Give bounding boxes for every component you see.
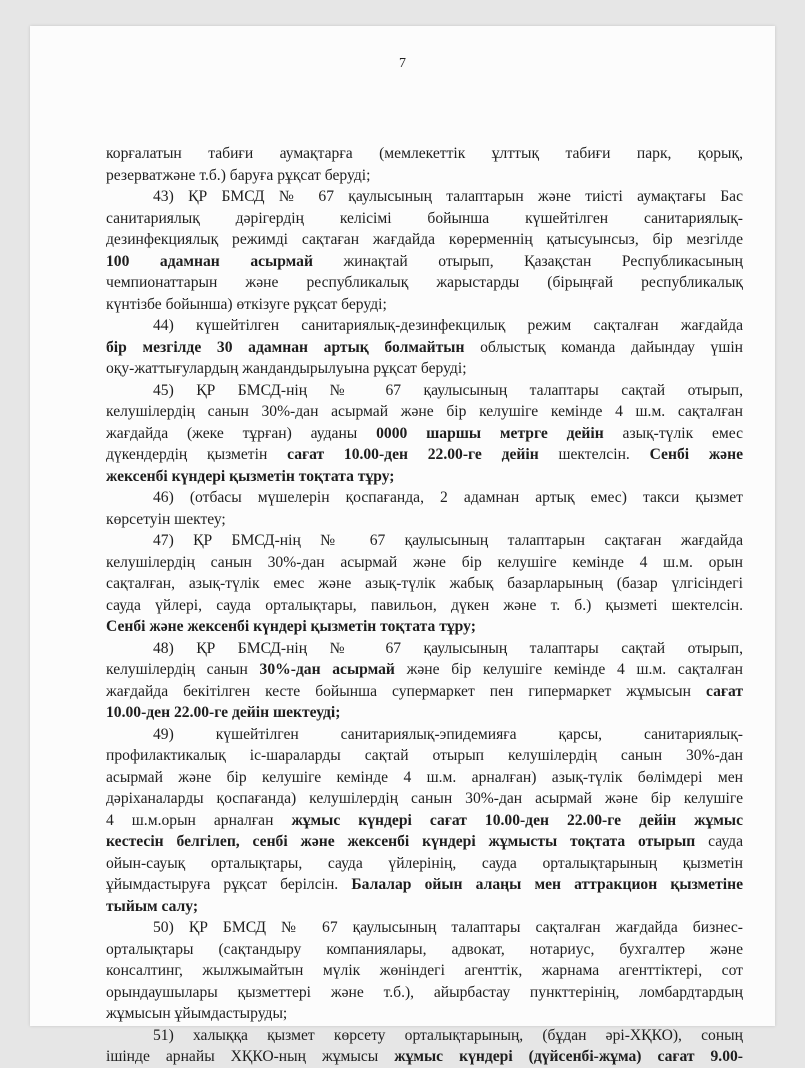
- text-line: [106, 530, 743, 552]
- bold-text: бір мезгілде 30 адамнан артық болмайтын: [106, 338, 465, 356]
- text-run: дезинфекциялық режимді сақтаған жағдайда көрерменнің қатысуынсыз, бір мезгілде: [106, 231, 743, 248]
- text-run: консалтинг, жылжымайтын мүлік жөніндегі агенттік, жарнама агенттіктері, сот: [106, 962, 743, 979]
- text-run: оқу-жаттығулардың жандандырылуына рұқсат беруді;: [106, 360, 467, 377]
- bold-text: жұмыс күндері (дүйсенбі-жұма) сағат 9.00-: [394, 1048, 743, 1065]
- bold-text: жексенбі күндері қызметін тоқтата тұру;: [106, 467, 395, 485]
- text-line: [106, 810, 743, 832]
- text-run: облыстық команда дайындау үшін: [464, 338, 744, 356]
- text-run: 46) (отбасы мүшелерін қоспағанда, 2 адамнан артық емес) такси қызмет: [153, 489, 743, 506]
- bold-text: жұмыс күндері сағат 10.00-ден 22.00-ге дейін жұмыс: [291, 811, 743, 829]
- text-run: келушілердің санын 30%-дан асырмай және бір келушіге кемінде 4 ш.м. орын: [106, 553, 743, 571]
- text-line: [106, 380, 743, 402]
- text-run: 50) ҚР БМСД № 67 қаулысының талаптары сақталған жағдайда бизнес-: [153, 919, 743, 936]
- text-line: [106, 1046, 743, 1068]
- text-run: келушілердің санын: [106, 661, 260, 678]
- text-run: 45) ҚР БМСД-нің № 67 қаулысының талаптары сақтай отырып,: [153, 381, 743, 399]
- text-line: [106, 939, 743, 961]
- bold-text: 10.00-ден 22.00-ге дейін шектеуді;: [106, 704, 341, 721]
- text-line: [106, 638, 743, 660]
- text-run: көрсетуін шектеу;: [106, 510, 226, 528]
- text-run: чемпионаттарын және республикалық жарыстарды (бірыңғай республикалық: [106, 274, 743, 291]
- bold-text: сағат 10.00-ден 22.00-ге дейін: [287, 446, 539, 463]
- text-line: [106, 401, 743, 423]
- text-run: корғалатын табиғи аумақтарға (мемлекеттік ұлттық табиғи парк, қорық,: [106, 145, 743, 162]
- text-line: [106, 896, 743, 918]
- text-line: [106, 487, 743, 509]
- bold-text: сағат: [705, 682, 743, 700]
- text-run: 47) ҚР БМСД-нің № 67 қаулысының талаптарын сақтаған жағдайда: [153, 532, 743, 549]
- text-line: [106, 208, 743, 230]
- text-line: [106, 444, 743, 466]
- text-run: орталықтары (сақтандыру компаниялары, адвокат, нотариус, бухгалтер және: [106, 940, 743, 958]
- text-line: [106, 616, 743, 638]
- text-run: сауда: [695, 833, 743, 850]
- bold-text: Балалар ойын алаңы мен аттракцион қызметіне: [351, 876, 743, 893]
- text-line: [106, 143, 743, 165]
- text-run: және бір келушіге кемінде 4 ш.м. сақталған: [394, 661, 743, 678]
- text-line: [106, 315, 743, 337]
- text-line: [106, 165, 743, 187]
- text-line: [106, 1003, 743, 1025]
- bold-text: Сенбі және жексенбі күндері қызметін тоқтата тұру;: [106, 618, 476, 635]
- text-run: жинақтай отырып, Қазақстан Республикасының: [312, 252, 743, 270]
- document-body: [106, 143, 743, 1068]
- document-page: [30, 26, 775, 1065]
- text-run: жұмысын ұйымдастыруды;: [106, 1005, 288, 1022]
- text-run: санитариялық дәрігердің келісімі бойынша күшейтілген санитариялық-: [106, 209, 743, 227]
- bold-text: 0000 шаршы метрге дейін: [376, 424, 604, 442]
- text-line: [106, 573, 743, 595]
- text-run: дәріханаларды қоспағанда) келушілердің санын 30%-дан асырмай және бір келушіге: [106, 790, 743, 807]
- text-run: күнтізбе бойынша) өткізуге рұқсат беруді;: [106, 295, 387, 313]
- text-line: [106, 294, 743, 316]
- text-line: [106, 681, 743, 703]
- text-line: [106, 724, 743, 746]
- text-line: [106, 423, 743, 445]
- text-line: [106, 659, 743, 681]
- text-line: [106, 1025, 743, 1047]
- text-line: [106, 767, 743, 789]
- text-line: [106, 831, 743, 853]
- bold-text: 100 адамнан асырмай: [106, 252, 313, 270]
- text-line: [106, 960, 743, 982]
- text-run: 44) күшейтілген санитариялық-дезинфекцилық режим сақталған жағдайда: [153, 317, 743, 334]
- text-line: [106, 509, 743, 531]
- text-run: 43) ҚР БМСД № 67 қаулысының талаптарын және тиісті аумақтағы Бас: [153, 188, 743, 205]
- text-line: [106, 186, 743, 208]
- bold-text: 30%-дан асырмай: [259, 661, 395, 678]
- text-run: 4 ш.м.орын арналған: [106, 811, 292, 829]
- text-line: [106, 466, 743, 488]
- text-run: жағдайда бекітілген кесте бойынша супермаркет пен гипермаркет жұмысын: [106, 682, 706, 700]
- text-run: 49) күшейтілген санитариялық-эпидемияға қарсы, санитариялық-: [153, 725, 743, 743]
- text-line: [106, 552, 743, 574]
- text-run: резерватжәне т.б.) баруға рұқсат беруді;: [106, 166, 371, 184]
- text-run: келушілердің санын 30%-дан асырмай және бір келушіге кемінде 4 ш.м. сақталған: [106, 403, 743, 420]
- text-line: [106, 745, 743, 767]
- text-line: [106, 251, 743, 273]
- bold-text: кестесін белгілеп, сенбі және жексенбі күндері жұмысты тоқтата отырып: [106, 833, 696, 850]
- page-number: 7: [399, 56, 406, 71]
- text-run: профилактикалық іс-шараларды сақтай отырып келушілердің санын 30%-дан: [106, 747, 743, 764]
- text-line: [106, 874, 743, 896]
- text-run: сауда үйлері, сауда орталықтары, павильон, дүкен және т. б.) қызметі шектелсін.: [106, 596, 743, 614]
- text-run: асырмай және бір келушіге кемінде 4 ш.м. арналған) азық-түлік бөлімдері мен: [106, 768, 743, 786]
- text-run: азық-түлік емес: [603, 424, 743, 442]
- text-run: дүкендердің қызметін: [106, 446, 288, 463]
- text-line: [106, 272, 743, 294]
- text-line: [106, 229, 743, 251]
- text-line: [106, 358, 743, 380]
- text-line: [106, 853, 743, 875]
- bold-text: Сенбі және: [649, 446, 743, 463]
- text-line: [106, 337, 743, 359]
- text-run: ішінде арнайы ХҚКО-ның жұмысы: [106, 1048, 395, 1065]
- bold-text: тыйым салу;: [106, 897, 199, 915]
- text-run: 48) ҚР БМСД-нің № 67 қаулысының талаптары сақтай отырып,: [153, 639, 743, 657]
- text-line: [106, 982, 743, 1004]
- text-line: [106, 917, 743, 939]
- text-run: шектелсін.: [538, 446, 650, 463]
- text-run: ұйымдастыруға рұқсат берілсін.: [106, 876, 352, 893]
- text-run: орындаушылары қызметтері және т.б.), айырбастау пункттерінің, ломбардтардың: [106, 983, 743, 1001]
- text-run: сақталған, азық-түлік емес және азық-түлік жабық базарларының (базар үлгісіндегі: [106, 575, 743, 592]
- text-run: жағдайда (жеке тұрған) ауданы: [106, 424, 377, 442]
- text-line: [106, 702, 743, 724]
- text-line: [106, 788, 743, 810]
- text-run: 51) халыққа қызмет көрсету орталықтарының, (бұдан әрі-ХҚКО), соның: [153, 1026, 743, 1044]
- text-line: [106, 595, 743, 617]
- text-run: ойын-сауық орталықтары, сауда үйлерінің, сауда орталықтарының қызметін: [106, 854, 743, 872]
